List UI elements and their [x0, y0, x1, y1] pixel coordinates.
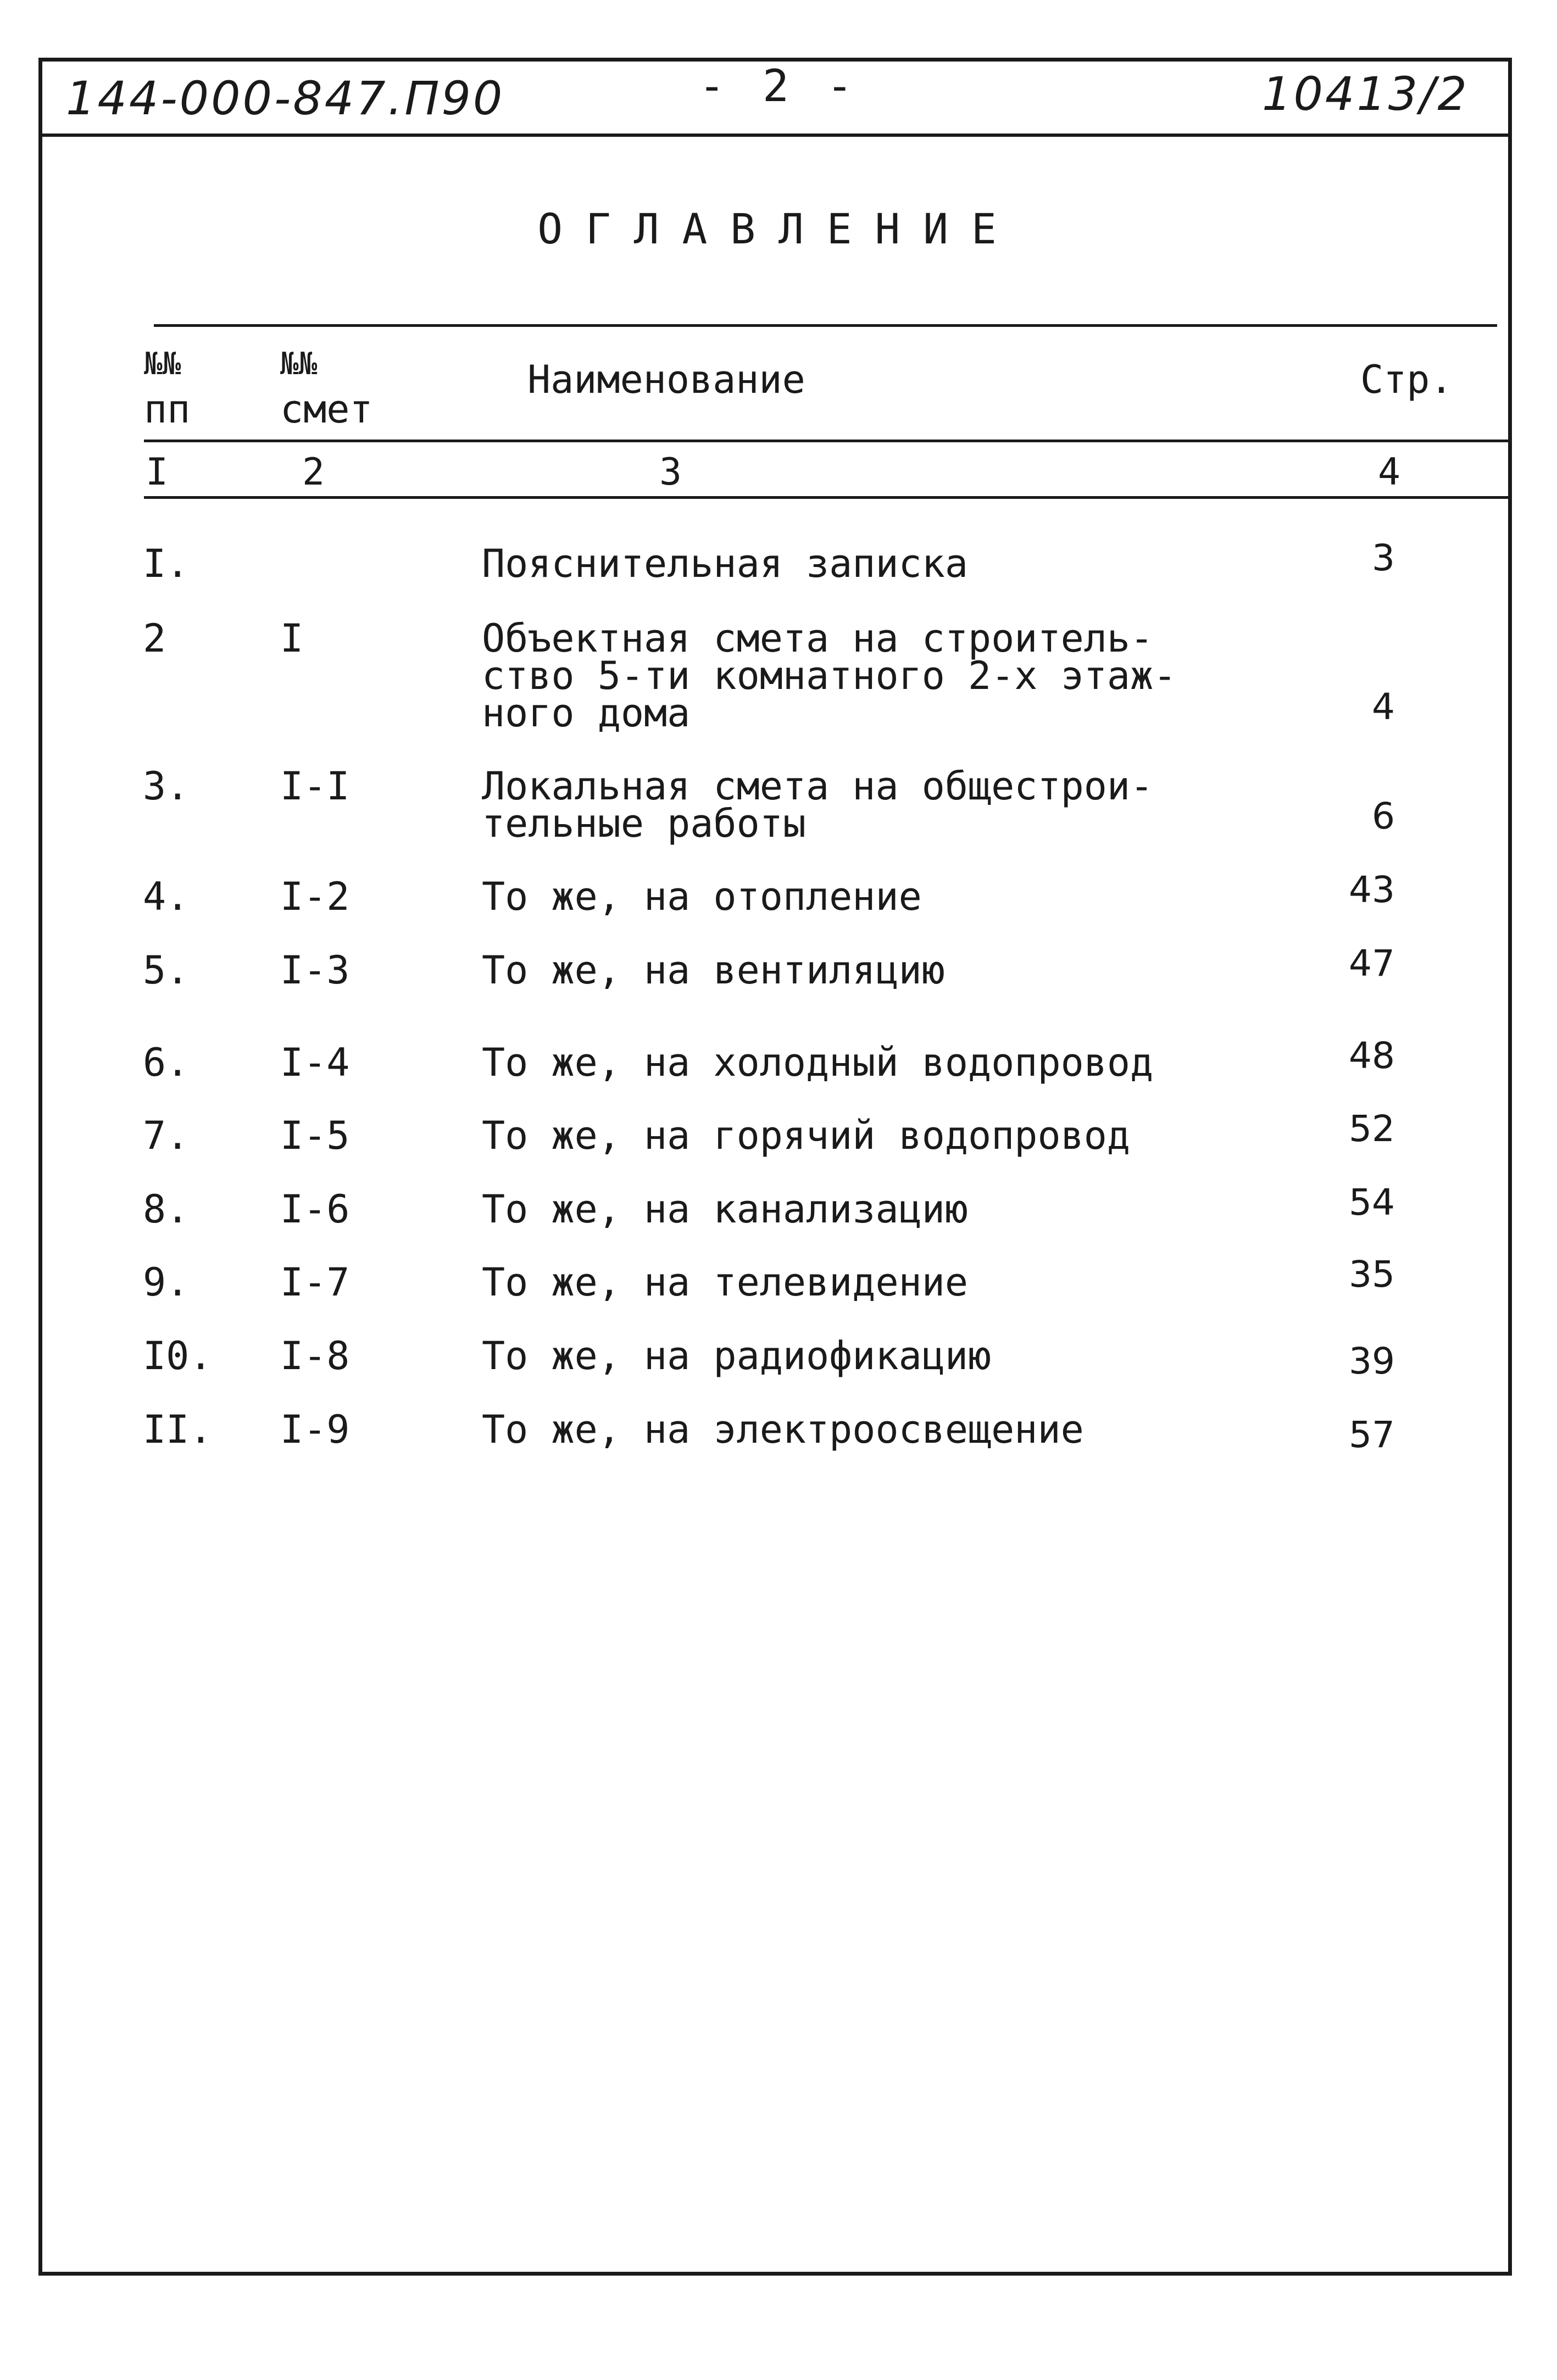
row-page: 52 — [1349, 1108, 1395, 1150]
row-smeta: I-5 — [280, 1113, 350, 1158]
row-num: 3. — [143, 764, 190, 809]
row-smeta: I-I — [280, 764, 350, 809]
col-head-num-line1: №№ — [144, 346, 181, 382]
row-title-line: То же, на отопление — [482, 874, 922, 919]
row-title — [482, 1407, 1196, 1452]
row-title-line: То же, на горячий водопровод — [482, 1113, 1131, 1158]
row-title — [482, 1187, 1196, 1232]
row-title — [482, 1333, 1196, 1378]
col-number-1: I — [146, 451, 168, 494]
row-title — [482, 616, 1196, 736]
row-title-line: тельные работы — [482, 801, 807, 846]
row-title-line: То же, на канализацию — [482, 1187, 969, 1232]
row-page: 47 — [1349, 942, 1395, 985]
document-code: 144-000-847.П90 — [66, 71, 505, 125]
document-number: 10413/2 — [1262, 67, 1469, 121]
row-title — [482, 764, 1196, 846]
page-title: ОГЛАВЛЕНИЕ — [537, 204, 1020, 253]
row-title — [482, 874, 1196, 919]
col-head-smeta-line1: №№ — [280, 346, 318, 382]
col-head-smeta — [280, 342, 373, 432]
row-smeta: I-8 — [280, 1333, 350, 1378]
col-number-3: 3 — [659, 451, 682, 494]
row-title-line: Локальная смета на общестрои- — [482, 764, 1154, 809]
col-head-num-line2: пп — [144, 387, 191, 432]
row-smeta: I-6 — [280, 1187, 350, 1232]
row-num: 5. — [143, 948, 190, 993]
col-head-page: Стр. — [1360, 357, 1453, 402]
row-smeta: I — [280, 616, 304, 661]
table-colnum-rule — [144, 496, 1509, 499]
row-title — [482, 1260, 1196, 1305]
row-title-line: Объектная смета на строитель- — [482, 616, 1154, 661]
row-title — [482, 541, 1196, 586]
table-header-rule — [144, 440, 1509, 442]
row-title-line: То же, на телевидение — [482, 1260, 969, 1305]
row-page: 43 — [1349, 869, 1395, 911]
row-num: 2 — [143, 616, 166, 661]
row-title — [482, 1113, 1196, 1158]
row-title-line: То же, на электроосвещение — [482, 1407, 1084, 1452]
row-num: 8. — [143, 1187, 190, 1232]
row-title-line: То же, на вентиляцию — [482, 948, 945, 993]
header-divider — [38, 134, 1512, 137]
row-title-line: То же, на холодный водопровод — [482, 1040, 1154, 1085]
row-num: 6. — [143, 1040, 190, 1085]
row-page: 39 — [1349, 1340, 1395, 1382]
row-title-line: ство 5-ти комнатного 2-х этаж- — [482, 653, 1177, 698]
col-head-name: Наименование — [527, 357, 805, 402]
col-number-4: 4 — [1378, 451, 1400, 494]
row-smeta: I-2 — [280, 874, 350, 919]
col-head-smeta-line2: смет — [280, 387, 373, 432]
page-number: - 2 - — [698, 60, 859, 112]
row-page: 57 — [1349, 1414, 1395, 1456]
row-num: II. — [143, 1407, 213, 1452]
row-num: 9. — [143, 1260, 190, 1305]
row-num: I. — [143, 541, 190, 586]
row-page: 35 — [1349, 1253, 1395, 1295]
row-num: I0. — [143, 1333, 213, 1378]
row-smeta: I-4 — [280, 1040, 350, 1085]
row-title — [482, 1040, 1196, 1085]
row-title-line: Пояснительная записка — [482, 541, 969, 586]
col-number-2: 2 — [302, 451, 325, 494]
row-smeta: I-7 — [280, 1260, 350, 1305]
row-smeta: I-3 — [280, 948, 350, 993]
row-page: 48 — [1349, 1035, 1395, 1077]
row-page: 4 — [1372, 686, 1395, 728]
row-title — [482, 948, 1196, 993]
row-title-line: ного дома — [482, 691, 691, 736]
row-smeta: I-9 — [280, 1407, 350, 1452]
row-page: 54 — [1349, 1181, 1395, 1224]
table-top-rule — [154, 324, 1497, 327]
row-page: 6 — [1372, 795, 1395, 837]
row-title-line: То же, на радиофикацию — [482, 1333, 992, 1378]
col-head-num — [144, 342, 190, 432]
row-page: 3 — [1372, 537, 1395, 579]
row-num: 4. — [143, 874, 190, 919]
row-num: 7. — [143, 1113, 190, 1158]
